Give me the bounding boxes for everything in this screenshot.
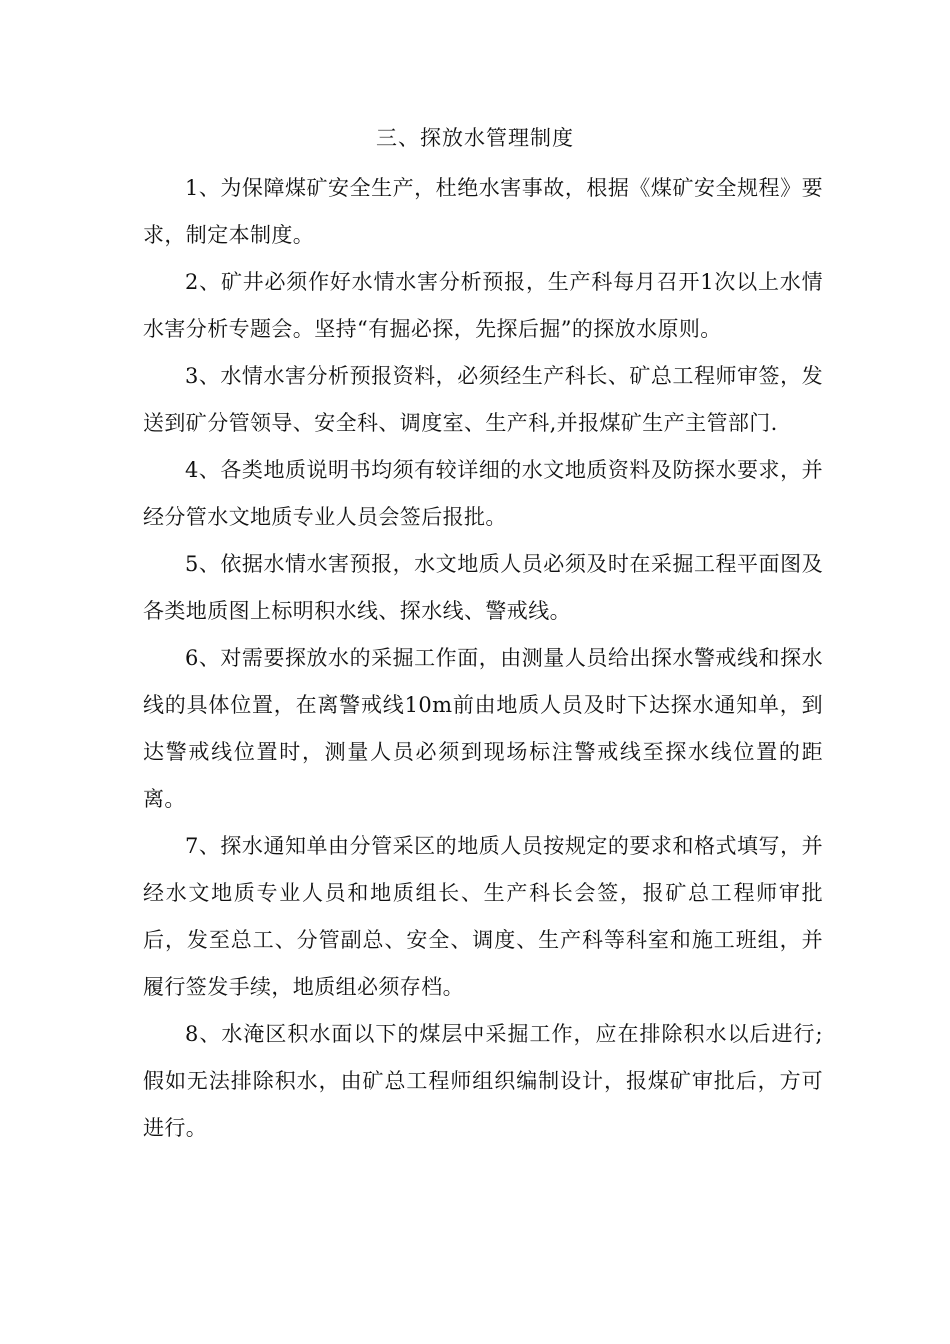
paragraph-2: 2、矿井必须作好水情水害分析预报，生产科每月召开1次以上水情水害分析专题会。坚持“有掘必探，先探后掘”的探放水原则。 [143, 270, 823, 341]
paragraph-8: 8、水淹区积水面以下的煤层中采掘工作，应在排除积水以后进行;假如无法排除积水，由矿总工程师组织编制设计，报煤矿审批后，方可进行。 [143, 1022, 823, 1140]
paragraph-6: 6、对需要探放水的采掘工作面，由测量人员给出探水警戒线和探水线的具体位置，在离警戒线10m前由地质人员及时下达探水通知单，到达警戒线位置时，测量人员必须到现场标注警戒线至探水线位置的距离。 [143, 646, 823, 811]
paragraph-4: 4、各类地质说明书均须有较详细的水文地质资料及防探水要求，并经分管水文地质专业人员会签后报批。 [143, 458, 823, 529]
paragraph-5: 5、依据水情水害预报，水文地质人员必须及时在采掘工程平面图及各类地质图上标明积水线、探水线、警戒线。 [143, 552, 823, 623]
document-body [143, 165, 823, 1152]
paragraph-3: 3、水情水害分析预报资料，必须经生产科长、矿总工程师审签，发送到矿分管领导、安全科、调度室、生产科,并报煤矿生产主管部门. [143, 364, 823, 435]
paragraph-1: 1、为保障煤矿安全生产，杜绝水害事故，根据《煤矿安全规程》要求，制定本制度。 [143, 176, 823, 247]
paragraph-7: 7、探水通知单由分管采区的地质人员按规定的要求和格式填写，并经水文地质专业人员和地质组长、生产科长会签，报矿总工程师审批后，发至总工、分管副总、安全、调度、生产科等科室和施工班组，并履行签发手续，地质组必须存档。 [143, 834, 823, 999]
document-title: 三、探放水管理制度 [376, 126, 574, 150]
